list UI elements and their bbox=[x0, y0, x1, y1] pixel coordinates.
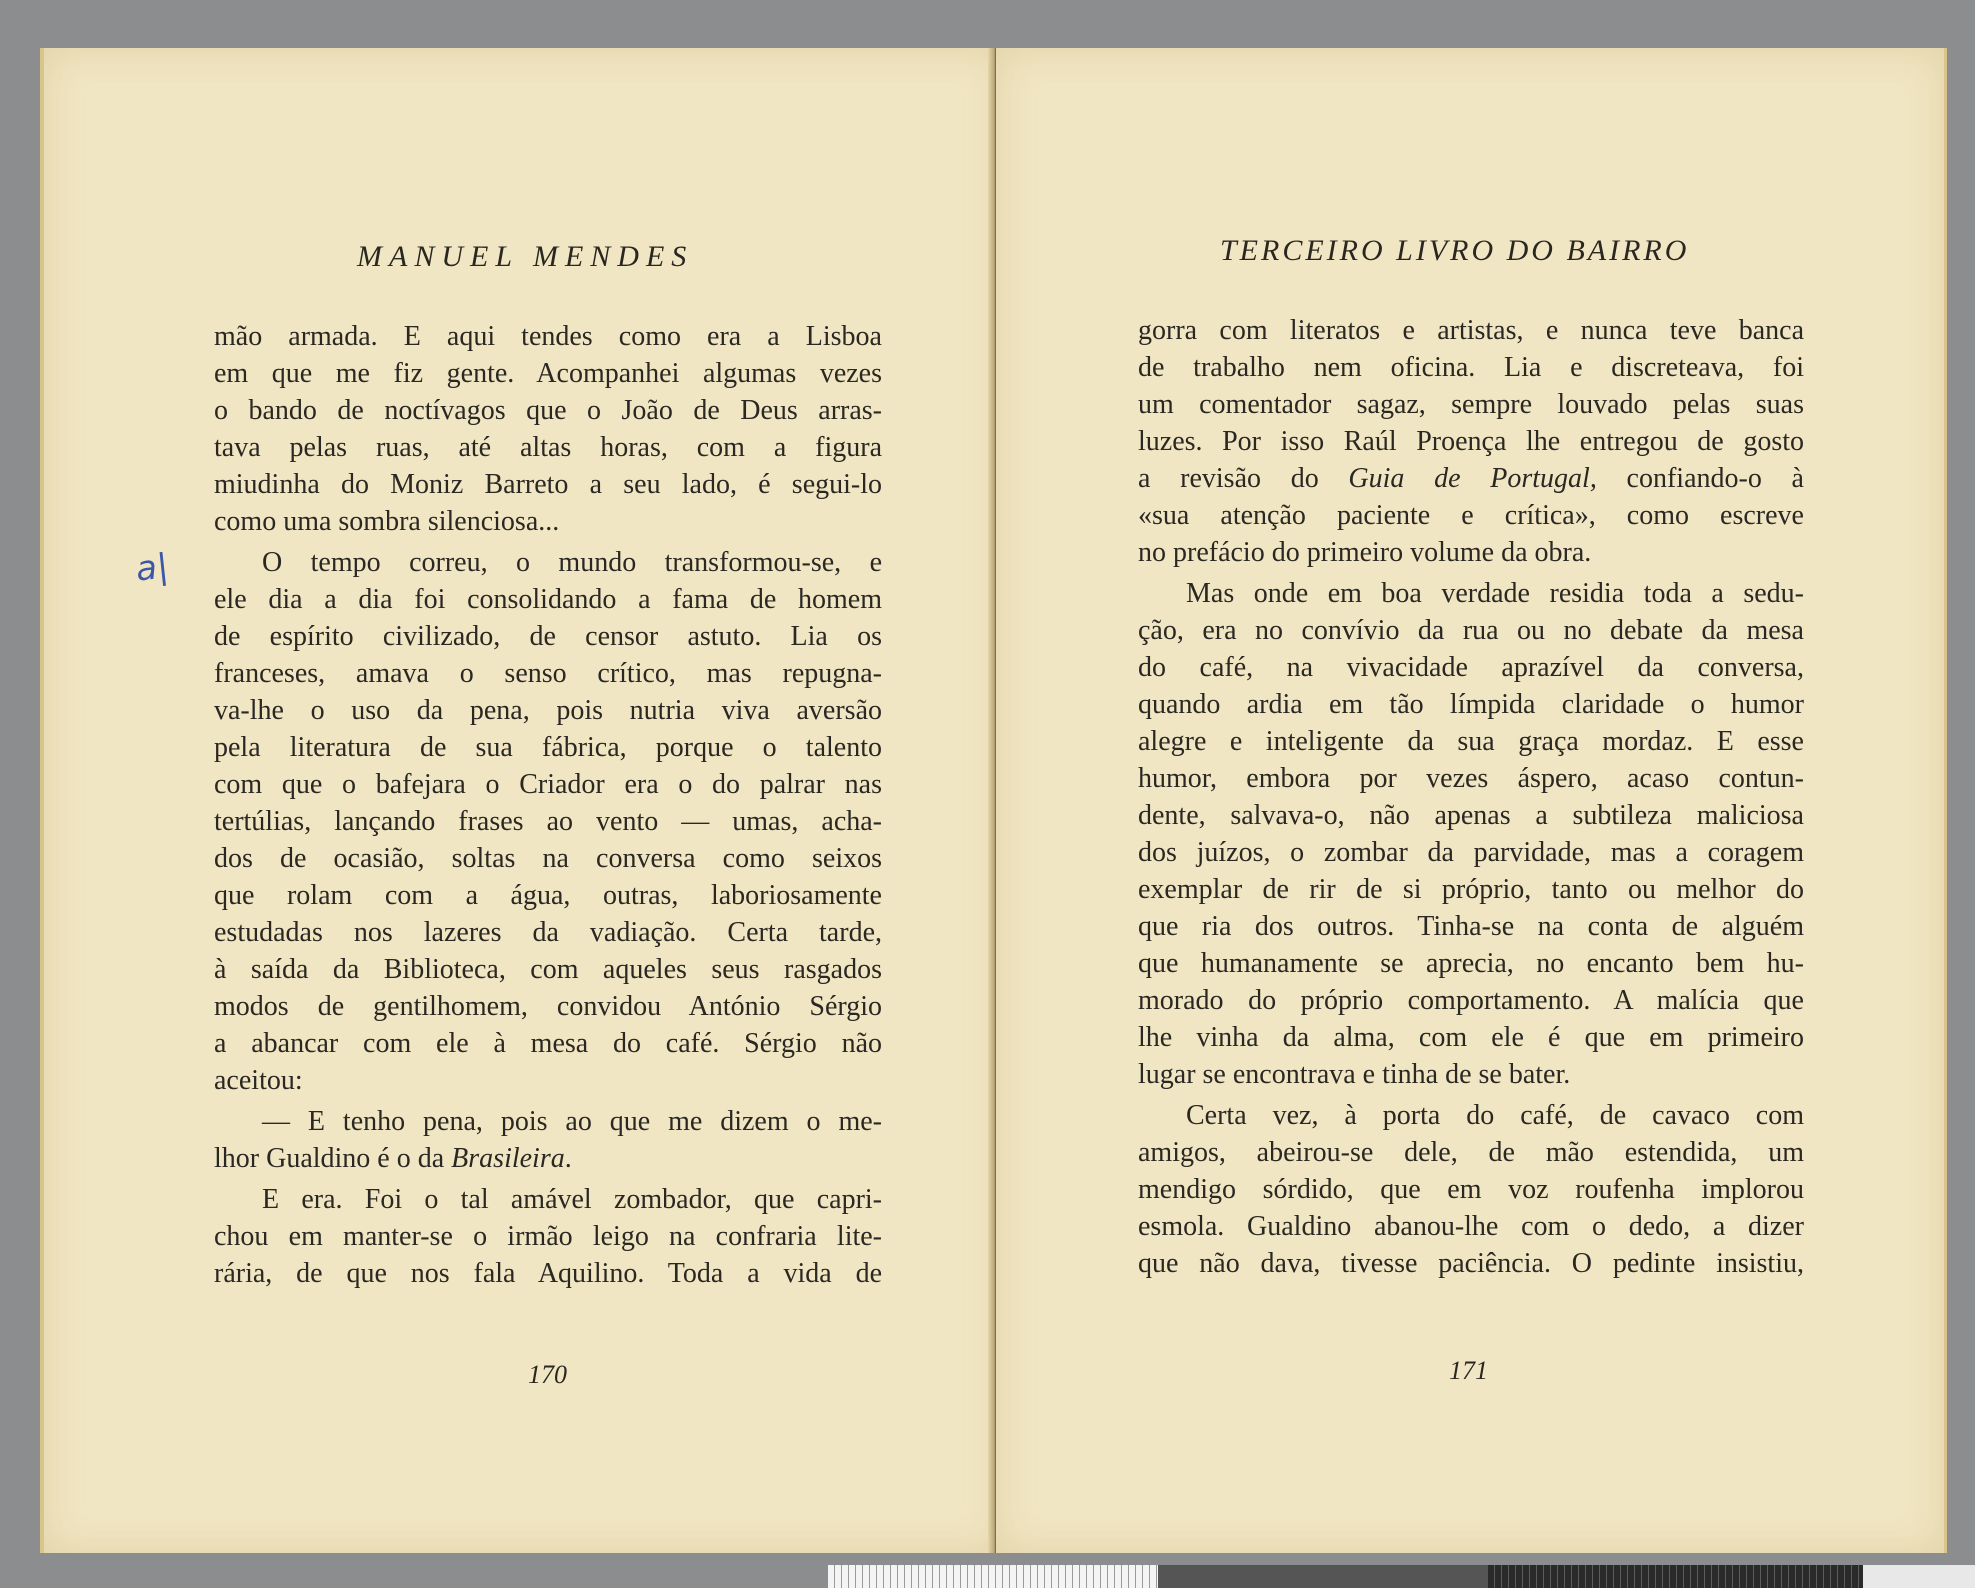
running-head-author: MANUEL MENDES bbox=[357, 240, 694, 273]
text-line: dos de ocasião, soltas na conversa como seixos bbox=[214, 843, 882, 874]
text-line: à saída da Biblioteca, com aqueles seus rasgados bbox=[214, 954, 882, 985]
text-line: dente, salvava-o, não apenas a subtileza maliciosa bbox=[1138, 800, 1804, 831]
text-line: humor, embora por vezes áspero, acaso contun- bbox=[1138, 763, 1804, 794]
text-line: E era. Foi o tal amável zombador, que capri- bbox=[262, 1184, 882, 1215]
text-line: de trabalho nem oficina. Lia e discreteava, foi bbox=[1138, 352, 1804, 383]
ruler-grey-segment bbox=[1158, 1565, 1488, 1588]
page-number: 171 bbox=[1449, 1356, 1488, 1385]
text-line: mão armada. E aqui tendes como era a Lisboa bbox=[214, 321, 882, 352]
text-line: quando ardia em tão límpida claridade o humor bbox=[1138, 689, 1804, 720]
text-line: um comentador sagaz, sempre louvado pelas suas bbox=[1138, 389, 1804, 420]
right-text-block bbox=[1138, 312, 1804, 1282]
text-line: lugar se encontrava e tinha de se bater. bbox=[1138, 1059, 1571, 1090]
text-line: lhe vinha da alma, com ele é que em primeiro bbox=[1138, 1022, 1804, 1053]
text-line: franceses, amava o senso crítico, mas repugna- bbox=[214, 658, 882, 689]
page-number: 170 bbox=[528, 1360, 567, 1389]
left-text-block bbox=[214, 318, 882, 1292]
text-segment: confiando-o à bbox=[1596, 463, 1804, 494]
ruler-black-segment bbox=[1488, 1565, 1863, 1588]
text-line: alegre e inteligente da sua graça mordaz. E esse bbox=[1138, 726, 1804, 757]
text-line: — E tenho pena, pois ao que me dizem o me- bbox=[262, 1106, 882, 1137]
text-line: tertúlias, lançando frases ao vento — umas, acha- bbox=[214, 806, 882, 837]
text-line: O tempo correu, o mundo transformou-se, e bbox=[262, 547, 882, 578]
text-line: de espírito civilizado, de censor astuto. Lia os bbox=[214, 621, 882, 652]
text-line: gorra com literatos e artistas, e nunca teve banca bbox=[1138, 315, 1804, 346]
running-head-title: TERCEIRO LIVRO DO BAIRRO bbox=[1220, 234, 1690, 267]
italic-title: Guia de Portugal, bbox=[1348, 463, 1597, 494]
text-line: chou em manter-se o irmão leigo na confraria lite- bbox=[214, 1221, 882, 1252]
text-line: no prefácio do primeiro volume da obra. bbox=[1138, 537, 1592, 568]
text-line bbox=[214, 1140, 882, 1177]
text-line: aceitou: bbox=[214, 1065, 303, 1096]
text-line: Certa vez, à porta do café, de cavaco com bbox=[1186, 1100, 1804, 1131]
text-line: com que o bafejara o Criador era o do palrar nas bbox=[214, 769, 882, 800]
text-line: que não dava, tivesse paciência. O pedinte insistiu, bbox=[1138, 1248, 1804, 1279]
text-line: Mas onde em boa verdade residia toda a sedu- bbox=[1186, 578, 1804, 609]
italic-title: Brasileira bbox=[451, 1143, 565, 1174]
text-segment: a revisão do bbox=[1138, 463, 1349, 494]
right-page bbox=[996, 48, 1947, 1553]
text-line: luzes. Por isso Raúl Proença lhe entregou de gosto bbox=[1138, 426, 1804, 457]
text-segment: . bbox=[564, 1143, 572, 1174]
text-line: «sua atenção paciente e crítica», como escreve bbox=[1138, 500, 1804, 531]
text-line bbox=[1138, 460, 1804, 497]
text-line: o bando de noctívagos que o João de Deus arras- bbox=[214, 395, 882, 426]
ruler-white-segment bbox=[828, 1565, 1158, 1588]
text-line: que rolam com a água, outras, laboriosamente bbox=[214, 880, 882, 911]
text-line: estudadas nos lazeres da vadiação. Certa tarde, bbox=[214, 917, 882, 948]
text-line: exemplar de rir de si próprio, tanto ou melhor do bbox=[1138, 874, 1804, 905]
handwritten-margin-note: a| bbox=[133, 546, 171, 590]
left-page bbox=[40, 48, 1004, 1553]
text-line: que ria dos outros. Tinha-se na conta de alguém bbox=[1138, 911, 1804, 942]
book-spread bbox=[30, 48, 1942, 1553]
text-line: rária, de que nos fala Aquilino. Toda a vida de bbox=[214, 1258, 882, 1289]
text-line: como uma sombra silenciosa... bbox=[214, 506, 560, 537]
text-line: dos juízos, o zombar da parvidade, mas a coragem bbox=[1138, 837, 1804, 868]
text-line: em que me fiz gente. Acompanhei algumas vezes bbox=[214, 358, 882, 389]
text-line: miudinha do Moniz Barreto a seu lado, é segui-lo bbox=[214, 469, 882, 500]
text-segment: lhor Gualdino é o da bbox=[214, 1143, 452, 1174]
text-line: ção, era no convívio da rua ou no debate da mesa bbox=[1138, 615, 1804, 646]
text-line: esmola. Gualdino abanou-lhe com o dedo, a dizer bbox=[1138, 1211, 1804, 1242]
text-line: tava pelas ruas, até altas horas, com a figura bbox=[214, 432, 882, 463]
text-line: ele dia a dia foi consolidando a fama de homem bbox=[214, 584, 882, 615]
text-line: modos de gentilhomem, convidou António Sérgio bbox=[214, 991, 882, 1022]
text-line: do café, na vivacidade aprazível da conversa, bbox=[1138, 652, 1804, 683]
text-line: amigos, abeirou-se dele, de mão estendida, um bbox=[1138, 1137, 1804, 1168]
scale-ruler bbox=[828, 1565, 1975, 1588]
text-line: mendigo sórdido, que em voz roufenha implorou bbox=[1138, 1174, 1804, 1205]
ruler-end-segment bbox=[1863, 1565, 1975, 1588]
text-line: que humanamente se aprecia, no encanto bem hu- bbox=[1138, 948, 1804, 979]
text-line: morado do próprio comportamento. A malícia que bbox=[1138, 985, 1804, 1016]
text-line: a abancar com ele à mesa do café. Sérgio não bbox=[214, 1028, 882, 1059]
text-line: va-lhe o uso da pena, pois nutria viva aversão bbox=[214, 695, 882, 726]
text-line: pela literatura de sua fábrica, porque o talento bbox=[214, 732, 882, 763]
